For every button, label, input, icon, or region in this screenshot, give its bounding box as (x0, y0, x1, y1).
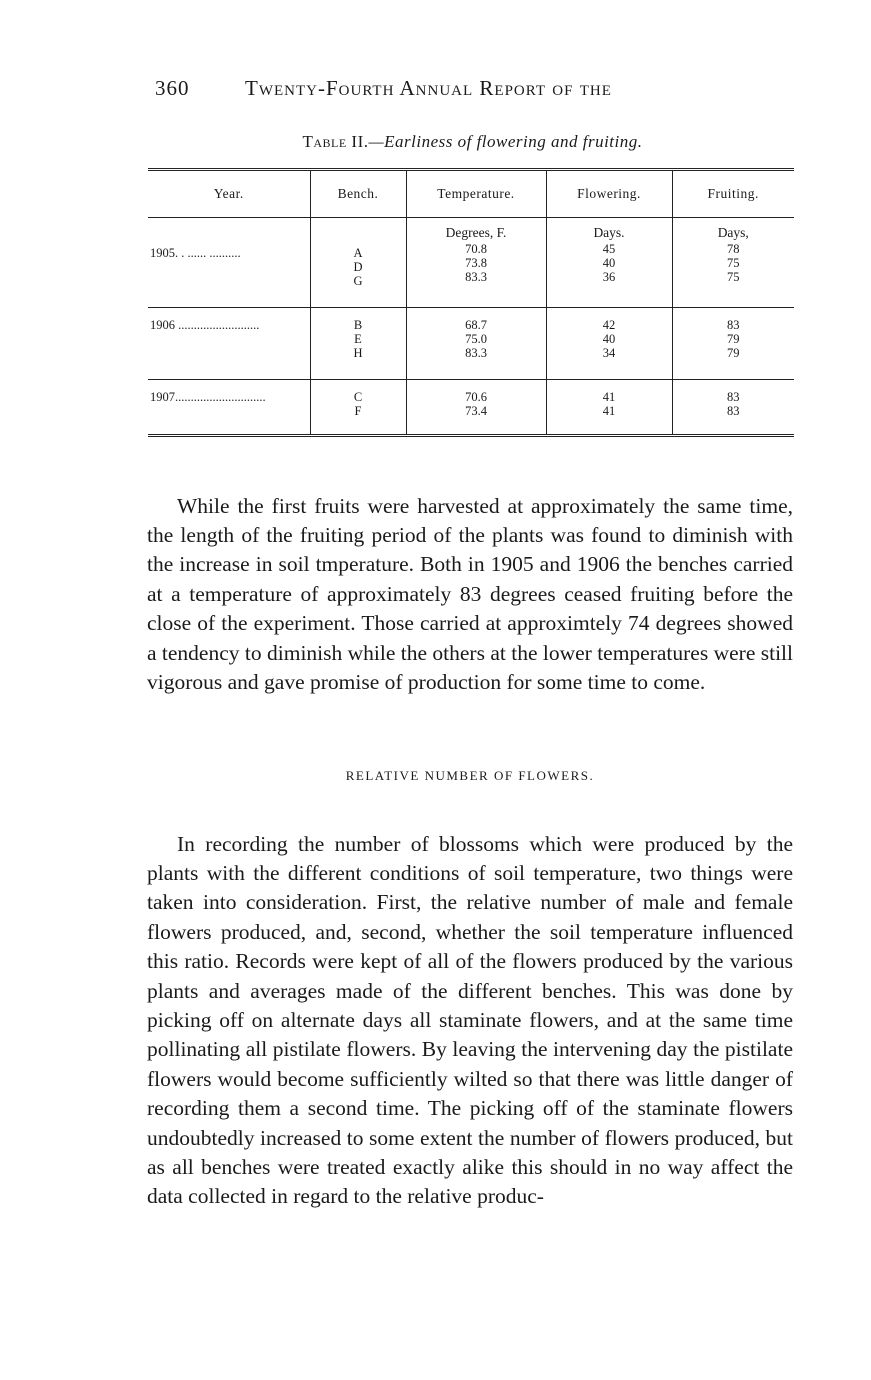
temperature-cell (406, 218, 546, 308)
fruiting-value: 79 (727, 346, 740, 360)
bench-value: C (353, 390, 363, 404)
temperature-value: 73.4 (465, 404, 487, 418)
temperature-value: 83.3 (465, 270, 487, 284)
year-cell (148, 380, 310, 436)
bench-value: E (354, 332, 362, 346)
fruiting-cell (672, 308, 794, 380)
fruiting-value: 75 (727, 270, 740, 284)
flowering-value: 40 (602, 332, 616, 346)
flowering-value: 34 (602, 346, 616, 360)
bench-value: G (353, 274, 363, 288)
fruiting-unit: Days, (717, 225, 749, 240)
bench-value: B (353, 318, 363, 332)
column-header-bench: Bench. (310, 170, 406, 218)
temperature-value: 70.8 (465, 242, 487, 256)
column-header-temperature: Temperature. (406, 170, 546, 218)
running-title: Twenty-Fourth Annual Report of the (245, 76, 612, 100)
table-row-1907 (148, 380, 794, 436)
temperature-cell (406, 380, 546, 436)
column-header-flowering: Flowering. (546, 170, 672, 218)
flowering-value: 40 (602, 256, 616, 270)
section-heading: RELATIVE NUMBER OF FLOWERS. (345, 768, 595, 783)
earliness-table (148, 168, 794, 437)
bench-cell (310, 218, 406, 308)
bench-cell (310, 380, 406, 436)
flowering-value: 45 (602, 242, 616, 256)
body-paragraph-2: In recording the number of blossoms which were produced by the plants with the different conditions of soil temperature, two things were taken into consideration. First, the relative number of male and female flowers produced, and, second, whether the soil temperature influenced this ratio. Records were kept of all of the flowers produced by the various plants and averages made of the different benches. This was done by picking off on alternate days all staminate flowers, and at the same time pollinating all pistilate flowers. By leaving the intervening day the pistilate flowers would become sufficiently wilted so that there was little danger of recording them a second time. The picking off of the staminate flowers undoubtedly increased to some extent the number of flowers produced, but as all benches were treated exactly alike this should in no way affect the data collected in regard to the relative produc- (147, 831, 793, 1209)
fruiting-value: 83 (727, 390, 740, 404)
column-header-year: Year. (148, 170, 310, 218)
bench-value: A (353, 246, 363, 260)
year-cell (148, 218, 310, 308)
table-caption (150, 132, 795, 152)
flowering-value: 36 (602, 270, 616, 284)
temperature-value: 83.3 (465, 346, 487, 360)
fruiting-value: 83 (727, 404, 740, 418)
year-cell (148, 308, 310, 380)
flowering-unit: Days. (593, 225, 625, 240)
bench-cell (310, 308, 406, 380)
fruiting-cell (672, 380, 794, 436)
fruiting-value: 75 (727, 256, 740, 270)
temperature-value: 75.0 (465, 332, 487, 346)
column-header-fruiting: Fruiting. (672, 170, 794, 218)
body-paragraph-1: While the first fruits were harvested at approximately the same time, the length of the fruiting period of the plants was found to diminish with the increase in soil tmperature. Both in 1905 and 1906 the benches carried at a temperature of approximately 83 degrees ceased fruiting before the close of the experiment. Those carried at approximtely 74 degrees showed a tendency to diminish while the others at the lower temperatures were still vigorous and gave promise of production for some time to come. (147, 493, 793, 694)
fruiting-value: 79 (727, 332, 740, 346)
table-caption-label: Table II. (302, 132, 369, 151)
fruiting-value: 83 (727, 318, 740, 332)
flowering-value: 41 (602, 404, 616, 418)
flowering-cell (546, 380, 672, 436)
flowering-value: 41 (602, 390, 616, 404)
temperature-unit: Degrees, F. (445, 225, 507, 240)
table-header-row (148, 170, 794, 218)
fruiting-cell (672, 218, 794, 308)
temperature-value: 70.6 (465, 390, 487, 404)
flowering-value: 42 (602, 318, 616, 332)
year-label: 1907............................. (150, 390, 266, 404)
bench-value: F (354, 404, 362, 418)
fruiting-value: 78 (727, 242, 740, 256)
bench-value: D (353, 260, 363, 274)
bench-value: H (353, 346, 363, 360)
temperature-value: 68.7 (465, 318, 487, 332)
table-caption-text: —Earliness of flowering and fruiting. (368, 132, 643, 151)
year-label: 1906 .......................... (150, 318, 260, 332)
temperature-cell (406, 308, 546, 380)
table-row-1906 (148, 308, 794, 380)
temperature-value: 73.8 (465, 256, 487, 270)
flowering-cell (546, 308, 672, 380)
table-row-1905 (148, 218, 794, 308)
page-number: 360 (155, 76, 190, 100)
year-label: 1905. . ...... .......... (150, 246, 241, 260)
flowering-cell (546, 218, 672, 308)
